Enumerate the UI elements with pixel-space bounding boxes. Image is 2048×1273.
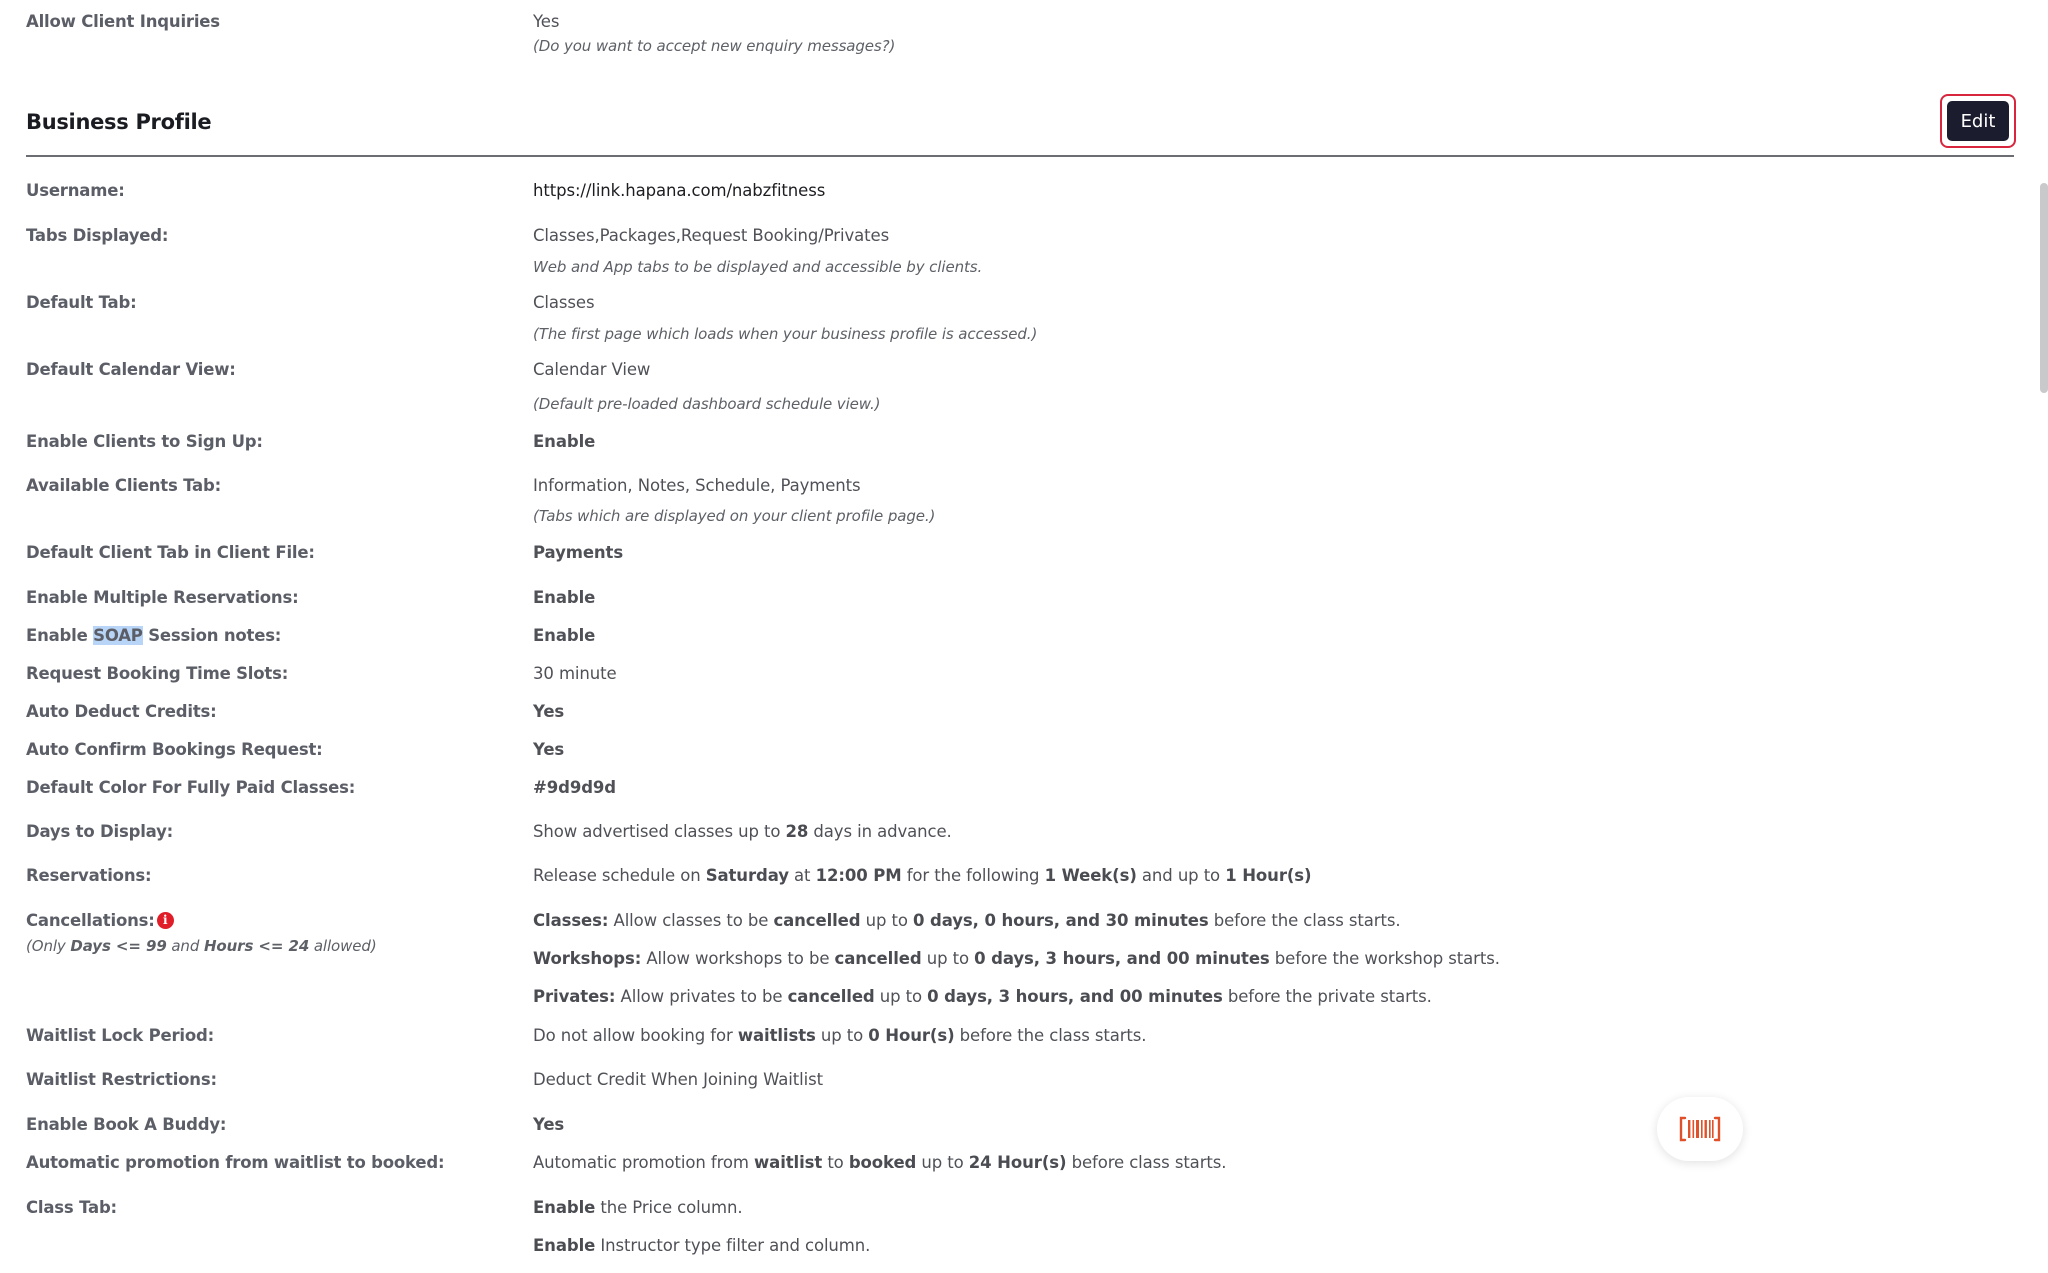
text: days in advance. <box>808 822 952 841</box>
text-bold: 12:00 PM <box>815 866 902 885</box>
allow-inquiries-value: Yes <box>533 12 560 31</box>
text: Show advertised classes up to <box>533 822 786 841</box>
edit-button-focus-ring <box>1940 94 2016 148</box>
text-bold: Classes: <box>533 911 609 930</box>
multi-res-value: Enable <box>533 588 596 607</box>
text-bold: 24 Hour(s) <box>968 1153 1067 1172</box>
text: before the class starts. <box>954 1026 1147 1045</box>
waitlist-restrictions-value: Deduct Credit When Joining Waitlist <box>533 1070 823 1089</box>
text: before the workshop starts. <box>1269 949 1500 968</box>
tabs-displayed-note: Web and App tabs to be displayed and accessible by clients. <box>533 258 983 276</box>
text: up to <box>916 1153 969 1172</box>
barcode-scan-icon <box>1657 1097 1743 1161</box>
text: up to <box>921 949 975 968</box>
text: to <box>822 1153 849 1172</box>
cancel-workshops-value <box>533 949 1500 968</box>
text-bold: Hours <= 24 <box>203 937 310 955</box>
section-divider <box>26 155 2014 157</box>
class-tab-line-2 <box>533 1236 870 1255</box>
soap-value: Enable <box>533 626 596 645</box>
confirm-value: Yes <box>533 740 565 759</box>
text-bold: Enable <box>533 1198 596 1217</box>
soap-label <box>26 626 281 645</box>
text-bold: Days <= 99 <box>70 937 167 955</box>
text: Allow workshops to be <box>641 949 835 968</box>
text-bold: Enable <box>533 1236 596 1255</box>
text: up to <box>815 1026 869 1045</box>
text-bold: waitlists <box>737 1026 816 1045</box>
cancellations-label <box>26 911 174 930</box>
client-file-tab-label: Default Client Tab in Client File: <box>26 543 315 562</box>
text-bold: Workshops: <box>533 949 642 968</box>
default-tab-label: Default Tab: <box>26 293 137 312</box>
text: the Price column. <box>595 1198 743 1217</box>
text-bold: 0 Hour(s) <box>868 1026 955 1045</box>
deduct-label: Auto Deduct Credits: <box>26 702 217 721</box>
client-file-tab-value: Payments <box>533 543 624 562</box>
tabs-displayed-value: Classes,Packages,Request Booking/Privates <box>533 226 890 245</box>
buddy-value: Yes <box>533 1115 565 1134</box>
text: Allow classes to be <box>608 911 774 930</box>
buddy-label: Enable Book A Buddy: <box>26 1115 227 1134</box>
soap-label-post: Session notes: <box>142 626 282 645</box>
calendar-view-note: (Default pre-loaded dashboard schedule view.) <box>533 395 881 413</box>
text: before the private starts. <box>1222 987 1432 1006</box>
text: up to <box>860 911 914 930</box>
multi-res-label: Enable Multiple Reservations: <box>26 588 299 607</box>
text-bold: 0 days, 0 hours, and 30 minutes <box>913 911 1209 930</box>
clients-tab-note: (Tabs which are displayed on your client profile page.) <box>533 507 936 525</box>
signup-label: Enable Clients to Sign Up: <box>26 432 263 451</box>
days-label: Days to Display: <box>26 822 174 841</box>
text-bold: 0 days, 3 hours, and 00 minutes <box>927 987 1223 1006</box>
text: up to <box>874 987 928 1006</box>
barcode-scan-button[interactable] <box>1657 1097 1743 1161</box>
username-link[interactable]: https://link.hapana.com/nabzfitness <box>533 181 826 200</box>
text: Allow privates to be <box>615 987 788 1006</box>
text: and <box>166 937 204 955</box>
scrollbar-thumb[interactable] <box>2040 183 2048 393</box>
edit-button[interactable]: Edit <box>1947 101 2009 141</box>
default-tab-value: Classes <box>533 293 595 312</box>
allow-inquiries-label: Allow Client Inquiries <box>26 12 220 31</box>
waitlist-lock-value <box>533 1026 1146 1045</box>
cancel-classes-value <box>533 911 1400 930</box>
text: Automatic promotion from <box>533 1153 755 1172</box>
text: Do not allow booking for <box>533 1026 738 1045</box>
text-bold: 28 <box>785 822 809 841</box>
text: allowed) <box>309 937 377 955</box>
text: for the following <box>901 866 1045 885</box>
text-bold: 1 Week(s) <box>1044 866 1137 885</box>
deduct-value: Yes <box>533 702 565 721</box>
clients-tab-label: Available Clients Tab: <box>26 476 222 495</box>
clients-tab-value: Information, Notes, Schedule, Payments <box>533 476 861 495</box>
calendar-view-label: Default Calendar View: <box>26 360 236 379</box>
username-label: Username: <box>26 181 125 200</box>
soap-label-selection: SOAP <box>93 626 143 645</box>
text: Instructor type filter and column. <box>595 1236 871 1255</box>
color-label: Default Color For Fully Paid Classes: <box>26 778 356 797</box>
text-bold: waitlist <box>754 1153 823 1172</box>
text: before the class starts. <box>1208 911 1401 930</box>
timeslots-value: 30 minute <box>533 664 617 683</box>
text-bold: cancelled <box>773 911 861 930</box>
text: before class starts. <box>1066 1153 1227 1172</box>
cancel-privates-value <box>533 987 1432 1006</box>
cancellations-label-text: Cancellations: <box>26 911 155 930</box>
signup-value: Enable <box>533 432 596 451</box>
waitlist-lock-label: Waitlist Lock Period: <box>26 1026 215 1045</box>
promotion-label: Automatic promotion from waitlist to booked: <box>26 1153 445 1172</box>
text: Release schedule on <box>533 866 706 885</box>
text-bold: Privates: <box>533 987 616 1006</box>
calendar-view-value: Calendar View <box>533 360 651 379</box>
class-tab-line-1 <box>533 1198 742 1217</box>
text: at <box>788 866 816 885</box>
waitlist-restrictions-label: Waitlist Restrictions: <box>26 1070 217 1089</box>
cancellations-note <box>26 937 377 955</box>
section-title: Business Profile <box>26 110 212 134</box>
text-bold: booked <box>848 1153 917 1172</box>
class-tab-label: Class Tab: <box>26 1198 117 1217</box>
info-icon[interactable]: i <box>157 912 174 929</box>
allow-inquiries-note: (Do you want to accept new enquiry messages?) <box>533 37 896 55</box>
promotion-value <box>533 1153 1226 1172</box>
text: and up to <box>1136 866 1226 885</box>
reservations-value <box>533 866 1311 885</box>
reservations-label: Reservations: <box>26 866 152 885</box>
color-value: #9d9d9d <box>533 778 617 797</box>
days-value <box>533 822 952 841</box>
text: (Only <box>26 937 71 955</box>
tabs-displayed-label: Tabs Displayed: <box>26 226 169 245</box>
default-tab-note: (The first page which loads when your business profile is accessed.) <box>533 325 1038 343</box>
text-bold: cancelled <box>787 987 875 1006</box>
text-bold: 0 days, 3 hours, and 00 minutes <box>974 949 1270 968</box>
text-bold: cancelled <box>834 949 922 968</box>
confirm-label: Auto Confirm Bookings Request: <box>26 740 323 759</box>
text-bold: Saturday <box>705 866 789 885</box>
text-bold: 1 Hour(s) <box>1225 866 1312 885</box>
soap-label-pre: Enable <box>26 626 94 645</box>
timeslots-label: Request Booking Time Slots: <box>26 664 289 683</box>
